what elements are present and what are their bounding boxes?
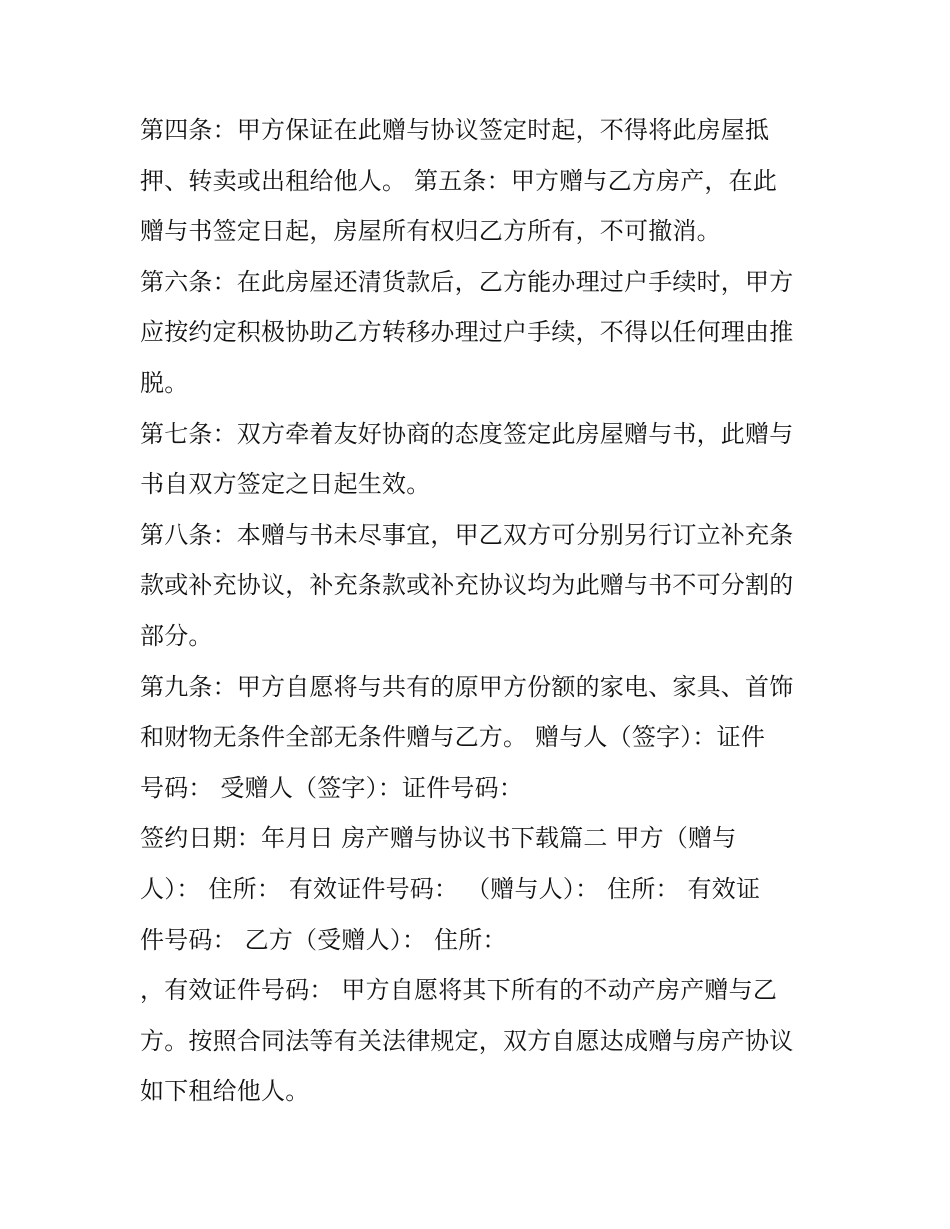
text-line: 第六条：在此房屋还清货款后，乙方能办理过户手续时，甲方 <box>140 267 794 296</box>
text-line: 款或补充协议，补充条款或补充协议均为此赠与书不可分割的 <box>140 571 794 600</box>
text-line: 方。按照合同法等有关法律规定，双方自愿达成赠与房产协议 <box>140 1026 794 1055</box>
text-line: 第八条：本赠与书未尽事宜，甲乙双方可分别另行订立补充条 <box>140 520 794 549</box>
text-line: 第七条：双方牵着友好协商的态度签定此房屋赠与书，此赠与 <box>140 419 794 448</box>
text-line: ，有效证件号码： 甲方自愿将其下所有的不动产房产赠与乙 <box>140 976 778 1005</box>
text-line: 如下租给他人。 <box>140 1077 310 1106</box>
text-line: 应按约定积极协助乙方转移办理过户手续，不得以任何理由推 <box>140 318 794 347</box>
document-body <box>140 105 820 1117</box>
text-line: 人）： 住所： 有效证件号码： （赠与人）： 住所： 有效证 <box>140 874 761 903</box>
text-line: 和财物无条件全部无条件赠与乙方。 赠与人（签字）：证件 <box>140 723 766 752</box>
text-line: 部分。 <box>140 621 213 650</box>
text-line: 号码： 受赠人（签字）：证件号码： <box>140 773 524 802</box>
text-line: 书自双方签定之日起生效。 <box>140 470 431 499</box>
text-line: 签约日期：年月日 房产赠与协议书下载篇二 甲方（赠与 <box>140 824 737 853</box>
text-line: 件号码： 乙方（受赠人）： 住所： <box>140 925 507 954</box>
text-line: 脱。 <box>140 368 189 397</box>
text-line: 第九条：甲方自愿将与共有的原甲方份额的家电、家具、首饰 <box>140 672 794 701</box>
text-line: 赠与书签定日起，房屋所有权归乙方所有，不可撤消。 <box>140 217 721 246</box>
text-line: 押、转卖或出租给他人。 第五条：甲方赠与乙方房产，在此 <box>140 166 778 195</box>
text-line: 第四条：甲方保证在此赠与协议签定时起，不得将此房屋抵 <box>140 116 770 144</box>
